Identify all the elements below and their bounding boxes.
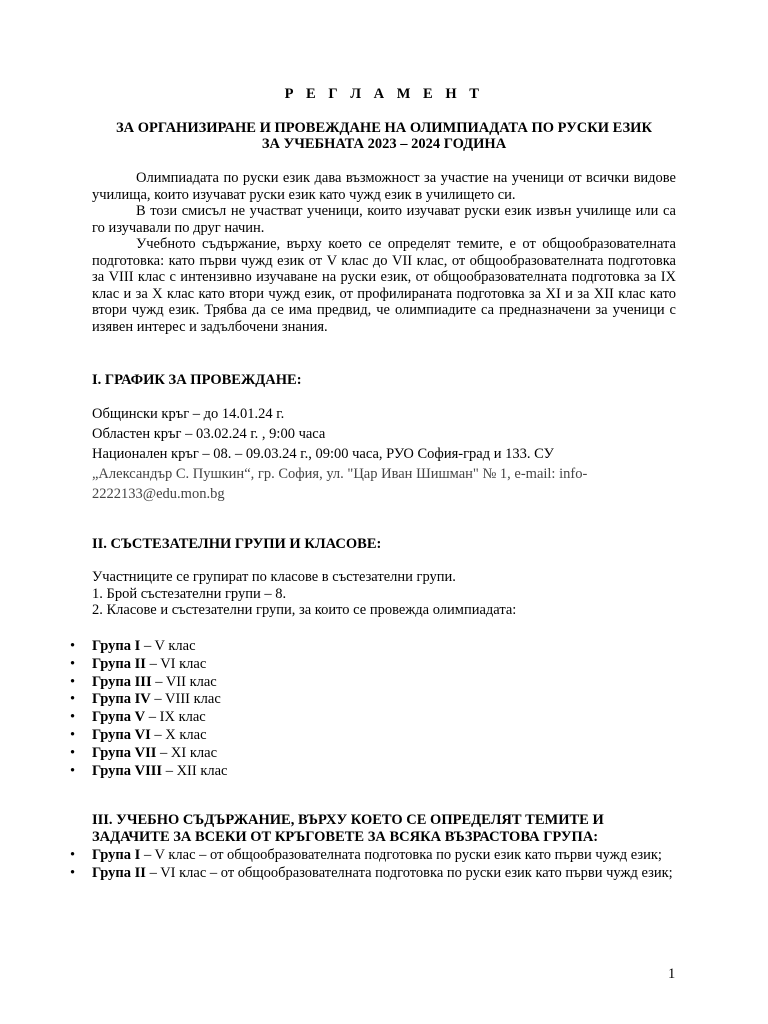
bullet-icon: • — [70, 744, 76, 761]
group-class: – VI клас — [145, 655, 207, 672]
intro-paragraph: В този смисъл не участват ученици, които изучават руски език извън училище или са го изучавали по друг начин. — [92, 203, 676, 236]
groups-intro — [92, 569, 516, 619]
bullet-icon: • — [70, 673, 76, 690]
list-item — [70, 727, 227, 745]
group-class: – XI клас — [156, 744, 217, 761]
venue-address: „Александър С. Пушкин“, гр. София, ул. "Цар Иван Шишман" № 1, e-mail: info-2222133@edu.mon.bg — [92, 466, 588, 502]
content-list — [70, 847, 680, 883]
bullet-icon: • — [70, 762, 76, 779]
bullet-icon: • — [70, 847, 76, 863]
groups-intro-line: Участниците се групират по класове в състезателни групи. — [92, 569, 456, 585]
group-name: Група VIII — [92, 762, 163, 779]
bullet-icon: • — [70, 709, 76, 726]
groups-intro-line: 2. Класове и състезателни групи, за които се провежда олимпиадата: — [92, 602, 517, 618]
group-content: – V клас – от общообразователната подготовка по руски език като първи чужд език; — [140, 847, 662, 863]
group-class: – V клас — [140, 638, 196, 654]
list-item — [70, 674, 227, 692]
group-name: Група VII — [92, 744, 157, 761]
subtitle-line-1: ЗА ОРГАНИЗИРАНЕ И ПРОВЕЖДАНЕ НА ОЛИМПИАДАТА ПО РУСКИ ЕЗИК — [116, 120, 652, 136]
group-name: Група I — [92, 847, 141, 863]
list-item — [70, 709, 227, 727]
group-name: Група I — [92, 638, 141, 654]
group-class: – IX клас — [145, 709, 206, 726]
schedule-item: Областен кръг – 03.02.24 г. , 9:00 часа — [92, 426, 326, 442]
bullet-icon: • — [70, 638, 76, 654]
list-item — [70, 763, 227, 781]
bullet-icon: • — [70, 865, 76, 881]
schedule-item: Национален кръг – 08. – 09.03.24 г., 09:00 часа, РУО София-град и 133. СУ — [92, 446, 554, 462]
group-name: Група VI — [92, 726, 151, 743]
bullet-icon: • — [70, 655, 76, 672]
list-item — [70, 656, 227, 674]
section-heading-schedule: I. ГРАФИК ЗА ПРОВЕЖДАНЕ: — [92, 372, 302, 388]
intro-paragraph: Учебното съдържание, върху което се определят темите, е от общообразователната подготовка: като първи чужд език от V клас до VII клас, от общообразователната подготовка за VIII клас с интензивно изучаване на руски език, от общообразователната подготовка за IX клас и за X клас като втори чужд език, от профилираната подготовка за XI и за XII клас като втори чужд език. Трябва да се има предвид, че олимпиадите са предназначени за ученици с изявен интерес и задълбочени знания. — [92, 236, 676, 335]
bullet-icon: • — [70, 691, 76, 708]
intro-text — [92, 170, 676, 335]
group-class: – VII клас — [151, 673, 217, 690]
schedule-list — [92, 404, 632, 504]
group-class: – X клас — [150, 726, 207, 743]
group-name: Група II — [92, 655, 146, 672]
page-number: 1 — [668, 966, 676, 982]
schedule-item: Общински кръг – до 14.01.24 г. — [92, 406, 285, 422]
groups-intro-line: 1. Брой състезателни групи – 8. — [92, 585, 287, 602]
group-content: – VI клас – от общообразователната подготовка по руски език като първи чужд език; — [145, 865, 673, 881]
list-item — [70, 691, 227, 709]
group-class: – XII клас — [162, 762, 228, 779]
group-class: – VIII клас — [150, 691, 221, 708]
list-item — [70, 745, 227, 763]
section-heading-groups: II. СЪСТЕЗАТЕЛНИ ГРУПИ И КЛАСОВЕ: — [92, 536, 382, 552]
group-name: Група III — [92, 673, 152, 690]
group-name: Група V — [92, 709, 146, 726]
list-item — [70, 847, 680, 864]
group-name: Група II — [92, 865, 146, 881]
groups-list — [70, 638, 227, 780]
document-title: Р Е Г Л А М Е Н Т — [284, 86, 484, 102]
subtitle-line-2: ЗА УЧЕБНАТА 2023 – 2024 ГОДИНА — [261, 136, 507, 152]
intro-paragraph: Олимпиадата по руски език дава възможност за участие на ученици от всички видове училища, които изучават руски език като чужд език в училището си. — [92, 170, 676, 203]
bullet-icon: • — [70, 726, 76, 743]
document-subtitle — [92, 120, 676, 152]
list-item — [70, 865, 680, 882]
list-item — [70, 638, 227, 656]
section-heading-content: III. УЧЕБНО СЪДЪРЖАНИЕ, ВЪРХУ КОЕТО СЕ ОПРЕДЕЛЯТ ТЕМИТЕ И ЗАДАЧИТЕ ЗА ВСЕКИ ОТ КРЪГОВЕТЕ ЗА ВСЯКА ВЪЗРАСТОВА ГРУПА: — [92, 812, 604, 845]
group-name: Група IV — [92, 691, 151, 708]
